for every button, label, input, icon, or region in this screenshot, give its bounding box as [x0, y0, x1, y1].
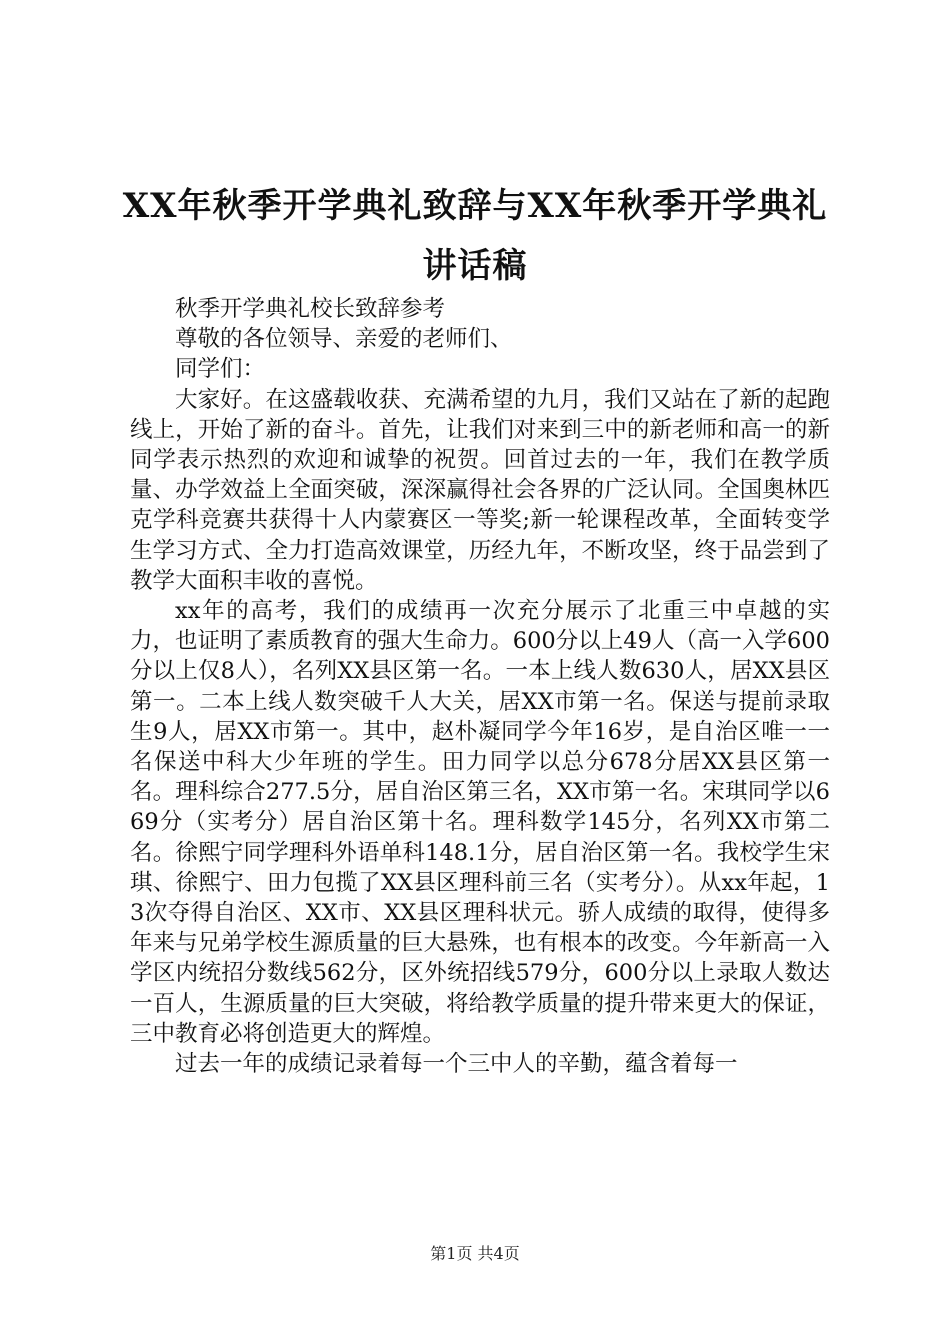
document-body [130, 294, 830, 1079]
paragraph: 过去一年的成绩记录着每一个三中人的辛勤，蕴含着每一 [175, 1051, 738, 1078]
paragraph-heading: 秋季开学典礼校长致辞参考 [175, 296, 446, 322]
document-title [100, 176, 850, 296]
paragraph-salutation: 尊敬的各位领导、亲爱的老师们、 [175, 326, 513, 353]
paragraph-salutation-cont: 同学们： [175, 356, 266, 383]
title-line-1: XX年秋季开学典礼致辞与XX年秋季开学典礼 [122, 186, 828, 226]
paragraph: xx年的高考，我们的成绩再一次充分展示了北重三中卓越的实力，也证明了素质教育的强大生命力。600分以上49人（高一入学600分以上仅8人），名列XX县区第一名。一本上线人数630人，居XX县区第一。二本上线人数突破千人大关，居XX市第一名。保送与提前录取生9人，居XX市第一。其中，赵朴凝同学今年16岁，是自治区唯一一名保送中科大少年班的学生。田力同学以总分678分居XX县区第一名。理科综合277.5分，居自治区第三名，XX市第一名。宋琪同学以669分（实考分）居自治区第十名。理科数学145分，名列XX市第二名。徐熙宁同学理科外语单科148.1分，居自治区第一名。我校学生宋琪、徐熙宁、田力包揽了XX县区理科前三名（实考分）。从xx年起，13次夺得自治区、XX市、XX县区理科状元。骄人成绩的取得，使得多年来与兄弟学校生源质量的巨大悬殊，也有根本的改变。今年新高一入学区内统招分数线562分，区外统招线579分，600分以上录取人数达一百人，生源质量的巨大突破，将给教学质量的提升带来更大的保证，三中教育必将创造更大的辉煌。 [130, 598, 830, 1047]
title-line-2: 讲话稿 [422, 246, 528, 286]
page-number: 第1页 共4页 [430, 1244, 520, 1263]
paragraph: 大家好。在这盛载收获、充满希望的九月，我们又站在了新的起跑线上，开始了新的奋斗。首先，让我们对来到三中的新老师和高一的新同学表示热烈的欢迎和诚挚的祝贺。回首过去的一年，我们在教学质量、办学效益上全面突破，深深赢得社会各界的广泛认同。全国奥林匹克学科竞赛共获得十人内蒙赛区一等奖;新一轮课程改革，全面转变学生学习方式、全力打造高效课堂，历经九年，不断攻坚，终于品尝到了教学大面积丰收的喜悦。 [130, 386, 830, 594]
